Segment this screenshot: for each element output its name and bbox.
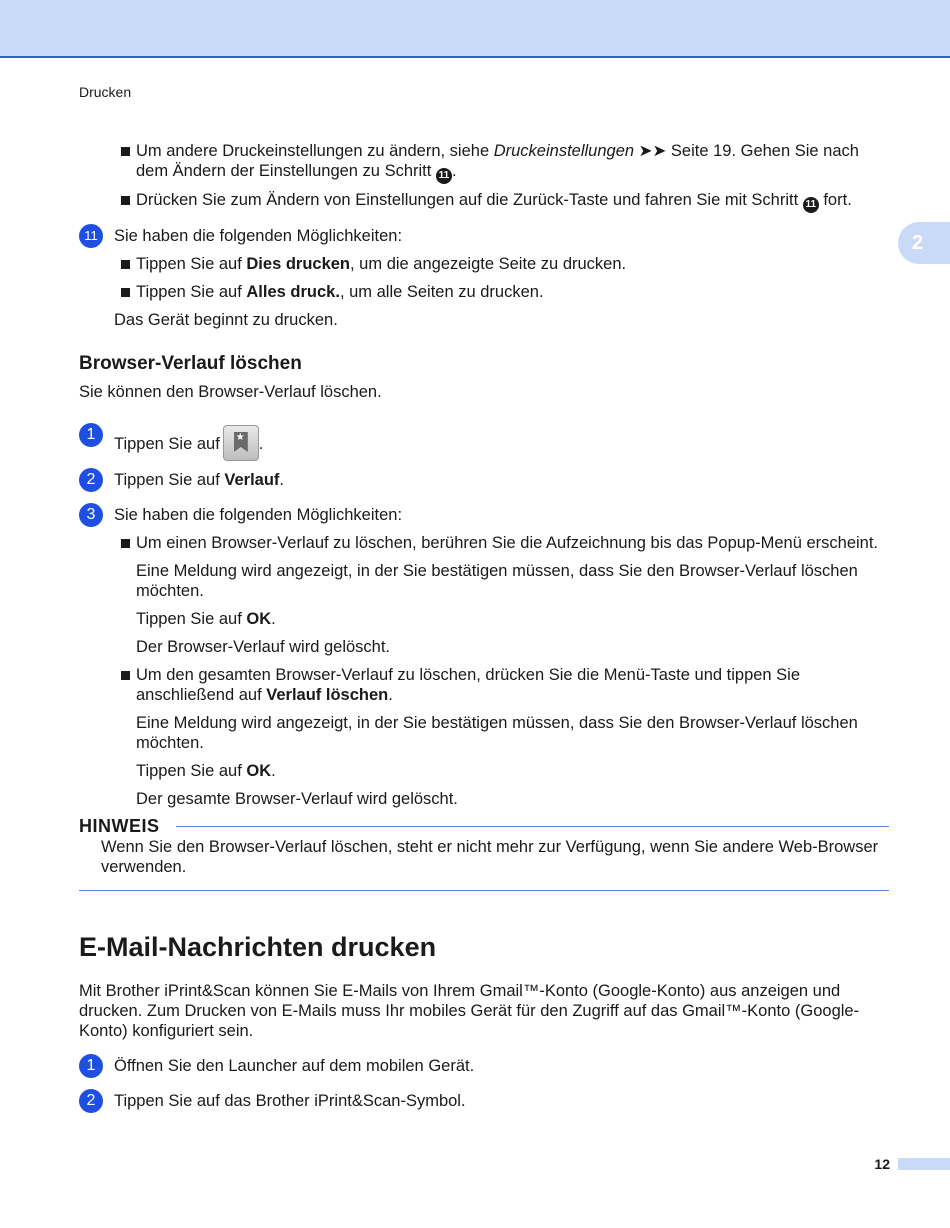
- note-title: HINWEIS: [79, 816, 160, 836]
- bullet-square-icon: [121, 196, 130, 205]
- running-header: Drucken: [79, 84, 132, 100]
- section-title-history: Browser-Verlauf löschen: [79, 353, 302, 374]
- email-step-number-1: 1: [79, 1054, 103, 1078]
- bullet-dies-drucken: Tippen Sie auf Dies drucken, um die angezeigte Seite zu drucken.: [136, 254, 626, 274]
- note-bottom-rule: [79, 890, 889, 891]
- step-ref: 11: [803, 197, 819, 213]
- bullet-square-icon: [121, 539, 130, 548]
- step-number-11: 11: [79, 224, 103, 248]
- bulletA-message: Eine Meldung wird angezeigt, in der Sie bestätigen müssen, dass Sie den Browser-Verlauf löschen möchten.: [136, 562, 858, 600]
- bullet-alles-drucken: Tippen Sie auf Alles druck., um alle Seiten zu drucken.: [136, 282, 544, 302]
- link-druckeinstellungen[interactable]: Druckeinstellungen: [493, 142, 635, 160]
- step11-after: Das Gerät beginnt zu drucken.: [114, 311, 338, 329]
- page-number: 12: [874, 1156, 890, 1172]
- bulletB-message: Eine Meldung wird angezeigt, in der Sie bestätigen müssen, dass Sie den Browser-Verlauf löschen möchten.: [136, 714, 858, 752]
- bookmark-star-icon[interactable]: ★: [223, 425, 259, 461]
- email-step-number-2: 2: [79, 1089, 103, 1113]
- bulletA-ok: Tippen Sie auf OK.: [136, 610, 276, 628]
- chapter-tab[interactable]: 2: [898, 222, 950, 264]
- history-step3: Sie haben die folgenden Möglichkeiten:: [114, 506, 403, 524]
- bullet-square-icon: [121, 288, 130, 297]
- step-number-2: 2: [79, 468, 103, 492]
- bullet-square-icon: [121, 147, 130, 156]
- note-text: Wenn Sie den Browser-Verlauf löschen, steht er nicht mehr zur Verfügung, wenn Sie andere Web-Browser verwenden.: [101, 838, 879, 876]
- section-title-email: E-Mail-Nachrichten drucken: [79, 932, 437, 962]
- step-number-1: 1: [79, 423, 103, 447]
- step11-text: Sie haben die folgenden Möglichkeiten:: [114, 227, 403, 245]
- email-step1: Öffnen Sie den Launcher auf dem mobilen Gerät.: [114, 1057, 475, 1075]
- history-step1: Tippen Sie auf ★ .: [114, 425, 263, 461]
- note-top-rule: [176, 826, 889, 827]
- bulletB-result: Der gesamte Browser-Verlauf wird gelöscht.: [136, 790, 458, 808]
- bullet-delete-single: Um einen Browser-Verlauf zu löschen, berühren Sie die Aufzeichnung bis das Popup-Menü erscheint.: [136, 533, 878, 553]
- header-band: [0, 0, 950, 58]
- history-intro: Sie können den Browser-Verlauf löschen.: [79, 383, 382, 401]
- bullet-square-icon: [121, 260, 130, 269]
- email-intro: Mit Brother iPrint&Scan können Sie E-Mails von Ihrem Gmail™-Konto (Google-Konto) aus anzeigen und drucken. Zum Drucken von E-Mails muss Ihr mobiles Gerät für den Zugriff auf das Gmail™-Konto (Google- Konto) konfiguriert sein.: [79, 982, 860, 1040]
- page-number-bar: [898, 1158, 950, 1170]
- step-ref: 11: [436, 168, 452, 184]
- bullet-other-settings: Um andere Druckeinstellungen zu ändern, siehe Druckeinstellungen ➤➤ Seite 19. Gehen Sie nach dem Ändern der Einstellungen zu Schritt 11 .: [136, 141, 896, 184]
- arrows-icon: ➤➤: [638, 142, 667, 160]
- bullet-square-icon: [121, 671, 130, 680]
- bullet-back-key: Drücken Sie zum Ändern von Einstellungen auf die Zurück-Taste und fahren Sie mit Schritt 11 fort.: [136, 190, 896, 213]
- email-step2: Tippen Sie auf das Brother iPrint&Scan-Symbol.: [114, 1092, 466, 1110]
- bulletA-result: Der Browser-Verlauf wird gelöscht.: [136, 638, 391, 656]
- bulletB-ok: Tippen Sie auf OK.: [136, 762, 276, 780]
- step-number-3: 3: [79, 503, 103, 527]
- history-step2: Tippen Sie auf Verlauf.: [114, 471, 285, 489]
- bullet-delete-all: Um den gesamten Browser-Verlauf zu löschen, drücken Sie die Menü-Taste und tippen Sie anschließend auf Verlauf löschen.: [136, 665, 800, 705]
